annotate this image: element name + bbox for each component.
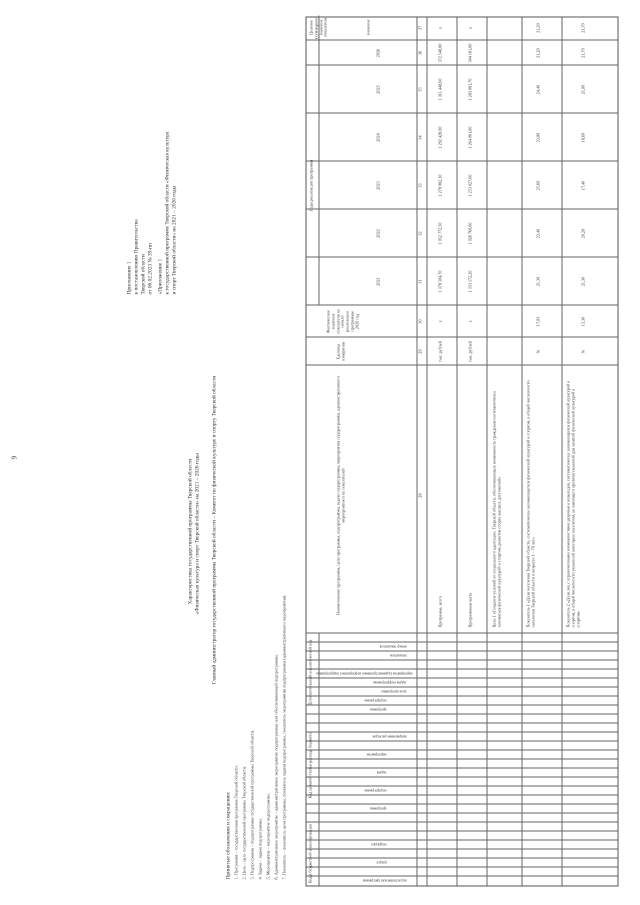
- column-number: 33: [417, 183, 423, 188]
- row-final: 21,20: [535, 23, 541, 33]
- note-item: 1. Программа – государственная программа Тверской области.: [233, 765, 239, 880]
- years-group-header: Годы реализации программы: [308, 159, 314, 212]
- row-unit: %: [580, 349, 586, 354]
- column-number: 35: [417, 87, 423, 92]
- row-name: Цель 1 «Создание условий по социального адаптации. Тверской области, обеспечивающих возможность гражданам систематически заниматься физической культурой и спортом, развития спорта высших достижений»: [491, 391, 502, 628]
- appendix-line: к государственной программе Тверской области «Физическая культура: [164, 131, 171, 295]
- row-name: Показатель 2 «Доля лиц с ограниченными возможностями здоровья и инвалидов, систематически занимающихся физической культурой и спортом, в общей численности указанной категории населения, не имеющего противопоказаний для занятий физической культурой и спортом»: [565, 380, 581, 628]
- row-final: 21,70: [580, 23, 586, 33]
- appendix-line: «Приложение 1: [157, 258, 164, 295]
- row-value: 1 253 027,60: [467, 174, 473, 197]
- rotated-landscape-sheet: [1, 0, 640, 905]
- doc-title-line: Характеристика государственной программы Тверской области: [187, 458, 194, 605]
- additional-group-header: Дополнительный аналитический код: [307, 639, 313, 706]
- row-fact: 15,30: [580, 316, 586, 327]
- row-value: 21,00: [580, 84, 586, 95]
- row-value: 21,20: [535, 48, 541, 58]
- appendix-line: Тверской области: [140, 254, 147, 295]
- rotated-header: задача: [376, 770, 387, 775]
- codes-group-header: Коды бюджетной классификации: [307, 823, 313, 884]
- row-name: Программа, всего: [437, 595, 443, 628]
- row-fact: х: [467, 320, 473, 323]
- rotated-header: программа: [369, 806, 387, 811]
- year-header: 2025: [375, 85, 381, 94]
- column-number: 28: [417, 493, 423, 498]
- page-number: 9: [10, 456, 19, 460]
- row-value: 23,40: [535, 228, 541, 239]
- row-unit: %: [535, 349, 541, 354]
- name-column-header: Наименование программы, цели программы, подпрограммы, задачи подпрограммы, мероприятия подпрограммы, административного мероприятия и их показателей: [335, 375, 346, 616]
- row-value: 21,30: [535, 276, 541, 287]
- row-value: 1 926 760,60: [467, 222, 473, 245]
- row-value: 24,40: [535, 84, 541, 95]
- row-fact: 17,03: [535, 316, 541, 327]
- row-value: 1 952 772,50: [437, 222, 443, 245]
- column-number: 36: [417, 50, 423, 56]
- year-header: 2021: [375, 277, 381, 286]
- row-value: 1 311 448,60: [437, 78, 443, 101]
- row-value: 372 548,80: [437, 43, 443, 63]
- year-header: 2026: [375, 48, 381, 58]
- row-final: х: [467, 26, 473, 30]
- column-number: 37: [417, 25, 423, 31]
- fact-column-header: Фактическое значение показателя на начало реализации программы 2020 год: [325, 309, 360, 334]
- rotated-header: подраздел: [371, 842, 387, 847]
- note-item: 4. Задача – задача подпрограммы.: [257, 817, 263, 880]
- unit-column-header: Единица измерения: [335, 342, 346, 361]
- row-value: 1 264 061,00: [467, 126, 473, 149]
- row-value: 21,30: [580, 276, 586, 287]
- note-item: 6. Административное мероприятие – административное мероприятие подпрограммы или обеспечивающей подпрограммы.: [273, 653, 279, 880]
- appendix-line: от 06.02.2023 № 39-пп: [147, 243, 154, 295]
- rotated-header: подпрограмма: [364, 788, 387, 793]
- doc-title-line: «Физическая культура и спорт Тверской области» на 2021 – 2026 годы: [194, 453, 201, 615]
- final-column-header: Целевое (суммарное) значение показателя: [308, 16, 328, 39]
- program-table: [306, 17, 619, 887]
- row-name: Показатель 1 «Доля населения Тверской области, систематически занимающегося физической культурой и спортом, в общей численности населения Тверской области в возрасте 3 – 79 лет»: [525, 380, 536, 628]
- row-value: 1 292 428,00: [437, 126, 443, 149]
- year-header: 2024: [375, 133, 381, 142]
- row-value: 1 353 172,20: [467, 270, 473, 293]
- row-value: 1 283 081,70: [467, 78, 473, 101]
- appendix-line: и спорт Тверской области» на 2021 – 2026 годы: [171, 185, 178, 295]
- final-value-header: значение: [365, 19, 371, 36]
- rotated-header: задача подпрограммы: [373, 680, 407, 685]
- note-item: 2. Цель – цель государственной программы Тверской области.: [241, 765, 247, 880]
- appendix-line: к постановлению Правительства: [133, 219, 140, 295]
- rotated-header: мероприятие: [366, 752, 387, 757]
- row-unit: тыс. рублей: [437, 341, 443, 362]
- row-value: 17,40: [580, 180, 586, 191]
- row-fact: х: [437, 320, 443, 323]
- note-item: 3. Подпрограмма – подпрограмма государственной программы Тверской области.: [249, 729, 255, 880]
- rotated-header: направление расходов: [372, 734, 407, 739]
- rotated-header: показатель: [389, 653, 407, 658]
- notes-heading: Принятые обозначения и сокращения:: [225, 791, 232, 880]
- rotated-header: раздел: [376, 860, 387, 865]
- appendix-line: Приложение 1: [126, 261, 133, 295]
- rotated-header: номер показателя: [379, 644, 407, 649]
- doc-subtitle: Главный администратор государственной программы Тверской области – Комитет по физической культуре и спорту Тверской области: [211, 375, 218, 685]
- row-value: 21,70: [580, 48, 586, 58]
- rotated-header: мероприятие (административное мероприятие) подпрограммы: [316, 671, 413, 676]
- note-item: 7. Показатель – показатель цели программы, показатель задачи подпрограммы, показатель мероприятия подпрограммы (административного мероприятия).: [281, 594, 287, 880]
- column-number: 32: [417, 231, 423, 236]
- year-header: 2022: [375, 229, 381, 238]
- rotated-header: цель программы: [381, 689, 407, 694]
- row-value: 23,80: [535, 132, 541, 143]
- row-name: Программная часть: [467, 592, 473, 628]
- column-number: 29: [417, 349, 423, 354]
- column-number: 31: [417, 279, 423, 284]
- row-value: 25,60: [535, 180, 541, 191]
- row-value: 18,60: [580, 132, 586, 143]
- row-final: х: [437, 26, 443, 30]
- note-item: 5. Мероприятие – мероприятие подпрограммы.: [265, 793, 271, 880]
- rotated-header: подпрограмма: [364, 698, 387, 703]
- rotated-header: код исполнителя программы: [362, 878, 407, 883]
- expense-group-header: Код целевой статьи расхода бюджета: [307, 732, 313, 799]
- row-value: 20,20: [580, 228, 586, 239]
- rotated-header: программа: [369, 707, 387, 712]
- row-value: 1 378 504,70: [437, 270, 443, 293]
- column-number: 34: [417, 135, 423, 140]
- year-header: 2023: [375, 181, 381, 190]
- row-unit: тыс. рублей: [467, 341, 473, 362]
- row-value: 1 278 982,10: [437, 174, 443, 197]
- row-value: 344 181,80: [467, 43, 473, 63]
- column-number: 30: [417, 319, 423, 324]
